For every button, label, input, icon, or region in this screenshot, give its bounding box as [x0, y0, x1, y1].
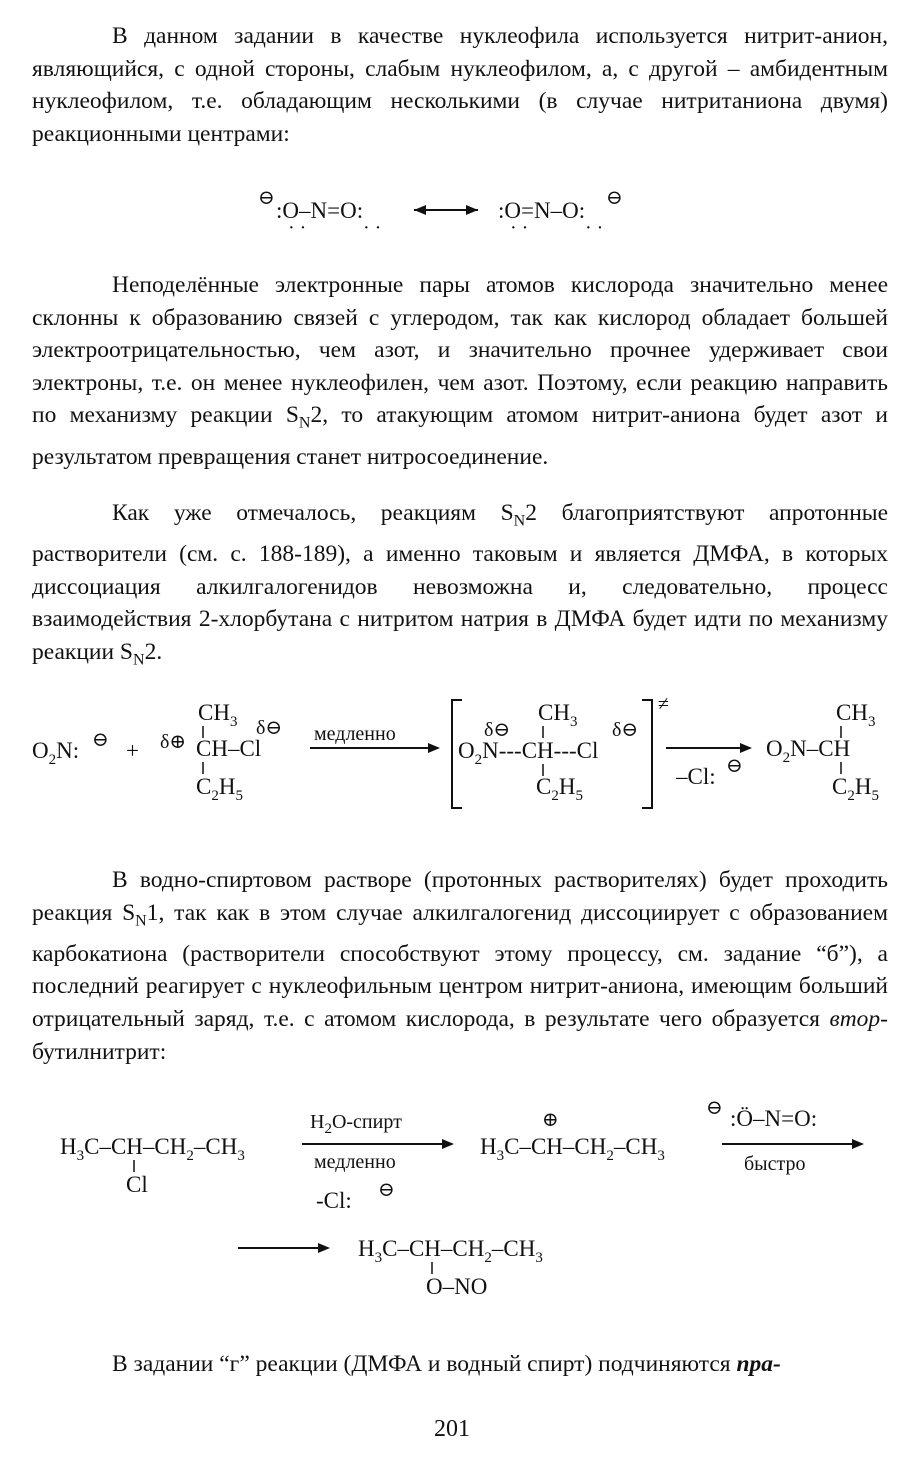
carbocation: $H_3C-CH-CH_2-CH_3$	[480, 1134, 665, 1164]
scheme-sn1	[0, 1092, 904, 1307]
paragraph-5-bold: пра-	[736, 1351, 781, 1377]
chlorine: Cl	[126, 1172, 148, 1197]
product-ch3: $CH_3$	[836, 700, 876, 730]
paragraph-3-text-b: 2 благоприятствуют апротонные растворители (см. с. 188-189), а именно таковым и является ДМФА, в которых диссоциация алкилгалогенидов невозможна и, следовательно, процесс взаимодействия 2-хлорбутана с нитритом натрия в ДМФА будет идти по механизму реакции	[32, 500, 888, 666]
minus-charge: ⊖	[706, 1097, 723, 1119]
arrow-top-label: $H_2O$-спирт	[310, 1111, 402, 1137]
resonance-right: :O=N–O:	[498, 198, 586, 223]
delta-minus: δ⊖	[256, 717, 283, 739]
leaving-group: –Cl:	[676, 764, 716, 789]
paragraph-5	[32, 1348, 888, 1381]
plus-sign: +	[126, 738, 139, 763]
paragraph-3-text-a: Как уже отмечалось, реакциям	[112, 500, 476, 526]
scheme-sn2	[0, 690, 904, 820]
paragraph-4-italic: втор	[829, 1006, 881, 1033]
sn-subscript: N	[298, 415, 311, 433]
dots: · ·	[585, 217, 604, 239]
chcl: CH–Cl	[196, 736, 262, 761]
nitrite-ester-group: O–NO	[426, 1274, 488, 1299]
minus-charge: ⊖	[258, 187, 275, 209]
resonance-left: :O–N=O:	[276, 198, 364, 223]
ts-ch3: $CH_3$	[538, 700, 578, 730]
ts-mark: ≠	[658, 693, 669, 715]
page-number: 201	[434, 1416, 470, 1442]
paragraph-4: В водно-спиртовом растворе (протонных растворителях) будет проходить реакция $S_N1$, так как в этом случае алкилгалогенид диссоциирует с образованием карбокатиона (растворители способствуют этому процессу, см. задание “б”), а последний реагирует с нуклеофильным центром нитрит-аниона, имеющим больший отрицательный заряд, т.е. с атомом кислорода, в результате чего образуется втор-бутилнитрит:	[32, 867, 888, 1065]
arrow-bottom-label: медленно	[314, 1151, 396, 1173]
minus-charge: ⊖	[726, 755, 743, 777]
bracket-right	[642, 700, 652, 808]
minus-charge: ⊖	[92, 729, 109, 751]
dots: · ·	[363, 217, 382, 239]
paragraph-2	[32, 269, 888, 473]
ts-c2h5: $C_2H_5$	[536, 774, 583, 804]
plus-charge: ⊕	[542, 1109, 559, 1131]
paragraph-3-text-c: 2.	[144, 639, 163, 666]
delta-minus: δ⊖	[612, 719, 639, 741]
arrow-fast-label: быстро	[744, 1153, 806, 1175]
c2h5-group: $C_2H_5$	[196, 774, 243, 804]
paragraph-3: Как уже отмечалось, реакциям $S_N2$ благоприятствуют апротонные растворители (см. с. 188-189), а именно таковым и является ДМФА, в которых диссоциация алкилгалогенидов невозможна и, следовательно, процесс взаимодействия 2-хлорбутана с нитритом натрия в ДМФА будет идти по механизму реакции $S_N2$.	[32, 500, 888, 669]
delta-plus: δ⊕	[160, 731, 187, 753]
nitrite-reagent: :Ö–N=O:	[730, 1106, 818, 1131]
minus-charge: ⊖	[606, 187, 623, 209]
arrow-head-right	[466, 205, 478, 215]
delta-minus: δ⊖	[484, 719, 511, 741]
product-c2h5: $C_2H_5$	[832, 774, 879, 804]
dots: · ·	[288, 217, 307, 239]
paragraph-4-text-b: 1, так как в этом случае алкилгалогенид диссоциирует с образованием карбокатиона (растворители способствуют этому процессу, см. задание “б”), а последний реагирует с нуклеофильным центром нитрит-аниона, имеющим больший отрицательный заряд, т.е. с атомом кислорода, в результате чего образуется	[32, 899, 888, 1033]
transition-state: $O_2N---CH---Cl$	[458, 738, 599, 768]
leaving-group: -Cl:	[316, 1188, 352, 1213]
minus-charge: ⊖	[378, 1179, 395, 1201]
substrate: $H_3C-CH-CH_2-CH_3$	[60, 1134, 245, 1164]
dots: · ·	[510, 217, 529, 239]
sn-symbol: S	[285, 402, 299, 429]
arrow-head-left	[414, 205, 426, 215]
arrow-label-slow: медленно	[314, 723, 396, 745]
paragraph-1-text: В данном задании в качестве нуклеофила используется нитрит-анион, являющийся, с одной стороны, слабым нуклеофилом, а, с другой – амбидентным нуклеофилом, т.е. обладающим несколькими (в случае нитританиона двумя) реакционными центрами:	[32, 23, 888, 147]
paragraph-4-text-c: -бутилнитрит:	[32, 1006, 888, 1065]
nucleophile: $O_2N$:	[32, 738, 80, 768]
scheme-nitrite-resonance	[0, 180, 904, 240]
paragraph-2-text: Неподелённые электронные пары атомов кислорода значительно менее склонны к образованию связей с углеродом, так как кислород обладает большей электроотрицательностью, чем азот, и значительно прочнее удерживает свои электроны, т.е. он менее нуклеофилен, чем азот. Поэтому, если реакцию направить по механизму реакции	[32, 272, 888, 429]
ch3-group: $CH_3$	[198, 700, 238, 730]
paragraph-4-text-a: В водно-спиртовом растворе (протонных растворителях) будет проходить реакция	[32, 867, 888, 926]
paragraph-2-tail: 2, то атакующим атомом нитрит-аниона будет азот и результатом превращения станет нитросоединение.	[32, 402, 888, 470]
product: $O_2N-CH$	[766, 736, 851, 766]
paragraph-1	[32, 20, 888, 150]
product: $H_3C-CH-CH_2-CH_3$	[358, 1236, 543, 1266]
paragraph-5-text: В задании “г” реакции (ДМФА и водный спирт) подчиняются	[112, 1351, 731, 1377]
